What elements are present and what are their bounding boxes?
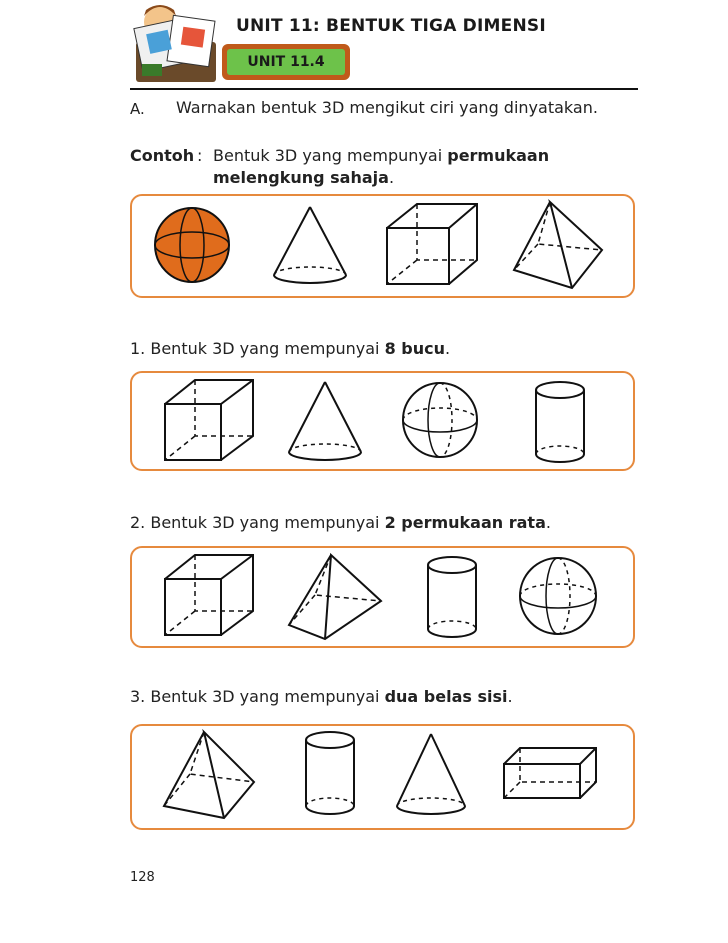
unit-badge (222, 44, 350, 80)
cone-shape[interactable] (270, 205, 350, 285)
section-instruction: Warnakan bentuk 3D mengikut ciri yang dinyatakan. (176, 98, 598, 117)
cube-shape[interactable] (161, 378, 261, 464)
unit-title: UNIT 11: BENTUK TIGA DIMENSI (236, 16, 546, 36)
example-label: Contoh (130, 146, 195, 165)
cone-shape[interactable] (285, 380, 365, 462)
example-colon: : (197, 146, 203, 165)
question-3-suffix: . (507, 687, 513, 706)
cuboid-shape[interactable] (500, 746, 600, 802)
cone-shape[interactable] (393, 732, 469, 816)
cylinder-shape[interactable] (302, 728, 358, 818)
sphere-shape[interactable] (517, 556, 599, 636)
example-line-1-bold: permukaan (447, 146, 550, 165)
pyramid-shape[interactable] (510, 200, 606, 292)
question-3-bold: dua belas sisi (384, 687, 508, 706)
unit-badge-label: UNIT 11.4 (227, 49, 345, 75)
question-1-bold: 8 bucu (384, 339, 445, 358)
question-2-prefix: 2. Bentuk 3D yang mempunyai (130, 513, 385, 532)
example-line-2-bold: melengkung sahaja (213, 168, 389, 187)
question-1-suffix: . (445, 339, 451, 358)
sphere-shape-colored[interactable] (152, 205, 232, 285)
cylinder-shape[interactable] (532, 378, 588, 466)
question-2-bold: 2 permukaan rata (384, 513, 546, 532)
page-number: 128 (130, 870, 155, 885)
header-divider (130, 88, 638, 90)
example-line-1 (213, 146, 549, 165)
child-reading-book-icon (130, 2, 226, 86)
question-1 (130, 339, 450, 358)
pyramid-shape[interactable] (158, 730, 258, 822)
question-1-prefix: 1. Bentuk 3D yang mempunyai (130, 339, 385, 358)
example-line-2 (213, 168, 394, 187)
sphere-shape[interactable] (400, 380, 480, 460)
section-letter: A. (130, 100, 145, 118)
cube-shape[interactable] (161, 553, 261, 639)
question-2 (130, 513, 551, 532)
example-line-1-prefix: Bentuk 3D yang mempunyai (213, 146, 448, 165)
question-3 (130, 687, 513, 706)
question-2-suffix: . (545, 513, 551, 532)
cube-shape[interactable] (383, 202, 483, 288)
cylinder-shape[interactable] (424, 553, 480, 641)
question-3-prefix: 3. Bentuk 3D yang mempunyai (130, 687, 385, 706)
example-line-2-suffix: . (388, 168, 395, 187)
pyramid-shape[interactable] (285, 553, 385, 643)
